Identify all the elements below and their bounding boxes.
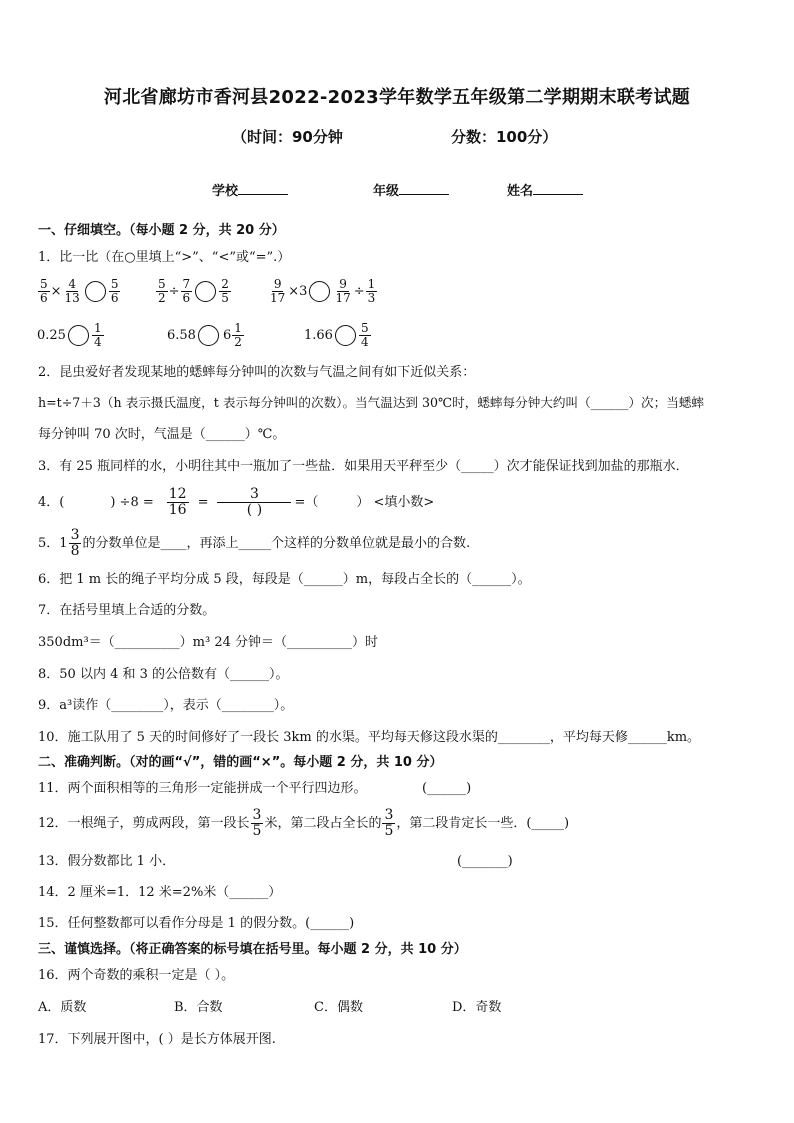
question-5: 5． 1 $\frac{3}{8}$ 的分数单位是____，再添上_____个这样的分数单位就是最小的合数. — [38, 527, 471, 559]
section-3-heading: 三、谨慎选择。（将正确答案的标号填在括号里。每小题 2 分，共 10 分） — [38, 942, 467, 957]
question-14: 14．2 厘米=1．12 米=2%米（______） — [38, 885, 282, 900]
question-7-line-2: 350dm³＝（__________）m³ 24 分钟＝（__________）时 — [38, 635, 379, 650]
option-a[interactable]: A．质数 — [38, 1000, 87, 1015]
question-13: 13．假分数都比 1 小． — [38, 854, 176, 869]
question-17: 17．下列展开图中，( ）是长方体展开图. — [38, 1032, 276, 1047]
exam-score: 分数：100分） — [451, 128, 558, 146]
q1-compare-c: $\frac{9}{17}$ ×3 $\frac{9}{17}$ ÷ $\frac{1}{3}$ — [270, 277, 376, 305]
question-1: 1．比一比（在○里填上“>”、“<”或“=”.） — [38, 250, 291, 265]
compare-circle[interactable] — [309, 281, 330, 302]
question-9: 9．a³读作（________），表示（________）。 — [38, 698, 294, 713]
question-10: 10．施工队用了 5 天的时间修好了一段长 3km 的水渠。平均每天修这段水渠的________，平均每天修______km。 — [38, 730, 701, 745]
compare-circle[interactable] — [198, 325, 219, 346]
section-1-heading: 一、仔细填空。（每小题 2 分，共 20 分） — [38, 223, 285, 238]
section-2-heading: 二、准确判断。（对的画“√”，错的画“×”。每小题 2 分，共 10 分） — [38, 755, 443, 770]
question-12: 12．一根绳子，剪成两段，第一段长 $\frac{3}{5}$ 米，第二段占全长的 $\frac{3}{5}$ ，第二段肯定长一些．(_____) — [38, 807, 570, 839]
question-8: 8．50 以内 4 和 3 的公倍数有（______）。 — [38, 667, 289, 682]
question-16-options — [38, 1001, 558, 1017]
q1-compare-d: 0.25 $\frac{1}{4}$ — [37, 321, 102, 349]
grade-blank[interactable] — [399, 182, 449, 195]
q1-compare-b: $\frac{5}{2}$ ÷ $\frac{7}{6}$ $\frac{2}{5}$ — [158, 277, 229, 305]
school-blank[interactable] — [238, 182, 288, 195]
question-4: 4．( ) ÷8 = $\frac{12}{16}$ = $\frac{3}{( )}$ =（ ） <填小数> — [38, 486, 435, 518]
name-label: 姓名 — [507, 184, 534, 199]
school-field — [212, 182, 288, 198]
compare-circle[interactable] — [335, 325, 356, 346]
question-11: 11．两个面积相等的三角形一定能拼成一个平行四边形。 — [38, 781, 367, 796]
name-blank[interactable] — [533, 182, 583, 195]
page-title: 河北省廊坊市香河县2022-2023学年数学五年级第二学期期末联考试题 — [103, 87, 691, 108]
option-b[interactable]: B．合数 — [174, 1000, 223, 1015]
school-label: 学校 — [212, 184, 239, 199]
grade-field — [373, 182, 449, 198]
q1-compare-a: $\frac{5}{6}$ × $\frac{4}{13}$ $\frac{5}{6}$ — [40, 277, 119, 305]
compare-circle[interactable] — [68, 325, 89, 346]
option-d[interactable]: D．奇数 — [452, 1000, 502, 1015]
question-6: 6．把 1 m 长的绳子平均分成 5 段，每段是（______）m，每段占全长的（______）。 — [38, 572, 531, 587]
question-15: 15．任何整数都可以看作分母是 1 的假分数。(______) — [38, 916, 355, 931]
q1-compare-e: 6.58 6 $\frac{1}{2}$ — [167, 321, 242, 349]
option-c[interactable]: C．偶数 — [314, 1000, 363, 1015]
grade-label: 年级 — [373, 184, 400, 199]
question-2-line-1: 2．昆虫爱好者发现某地的蟋蟀每分钟叫的次数与气温之间有如下近似关系： — [38, 365, 476, 380]
question-11-answer[interactable]: (______) — [422, 781, 472, 796]
compare-circle[interactable] — [195, 281, 216, 302]
question-16: 16．两个奇数的乘积一定是（ ）。 — [38, 968, 235, 983]
q1-compare-f: 1.66 $\frac{5}{4}$ — [304, 321, 369, 349]
question-13-answer[interactable]: (_______) — [457, 854, 513, 869]
question-7: 7．在括号里填上合适的分数。 — [38, 603, 216, 618]
question-3: 3．有 25 瓶同样的水，小明往其中一瓶加了一些盐．如果用天平秤至少（_____）次才能保证找到加盐的那瓶水． — [38, 459, 689, 474]
name-field — [507, 182, 583, 198]
exam-time: （时间：90分钟 — [232, 128, 343, 146]
compare-circle[interactable] — [85, 281, 106, 302]
question-2-line-2: h=t÷7＋3（h 表示摄氏温度，t 表示每分钟叫的次数）。当气温达到 30℃时，蟋蟀每分钟大约叫（______）次；当蟋蟀 — [38, 395, 705, 410]
question-2-line-3: 每分钟叫 70 次时，气温是（______）℃。 — [38, 427, 286, 442]
